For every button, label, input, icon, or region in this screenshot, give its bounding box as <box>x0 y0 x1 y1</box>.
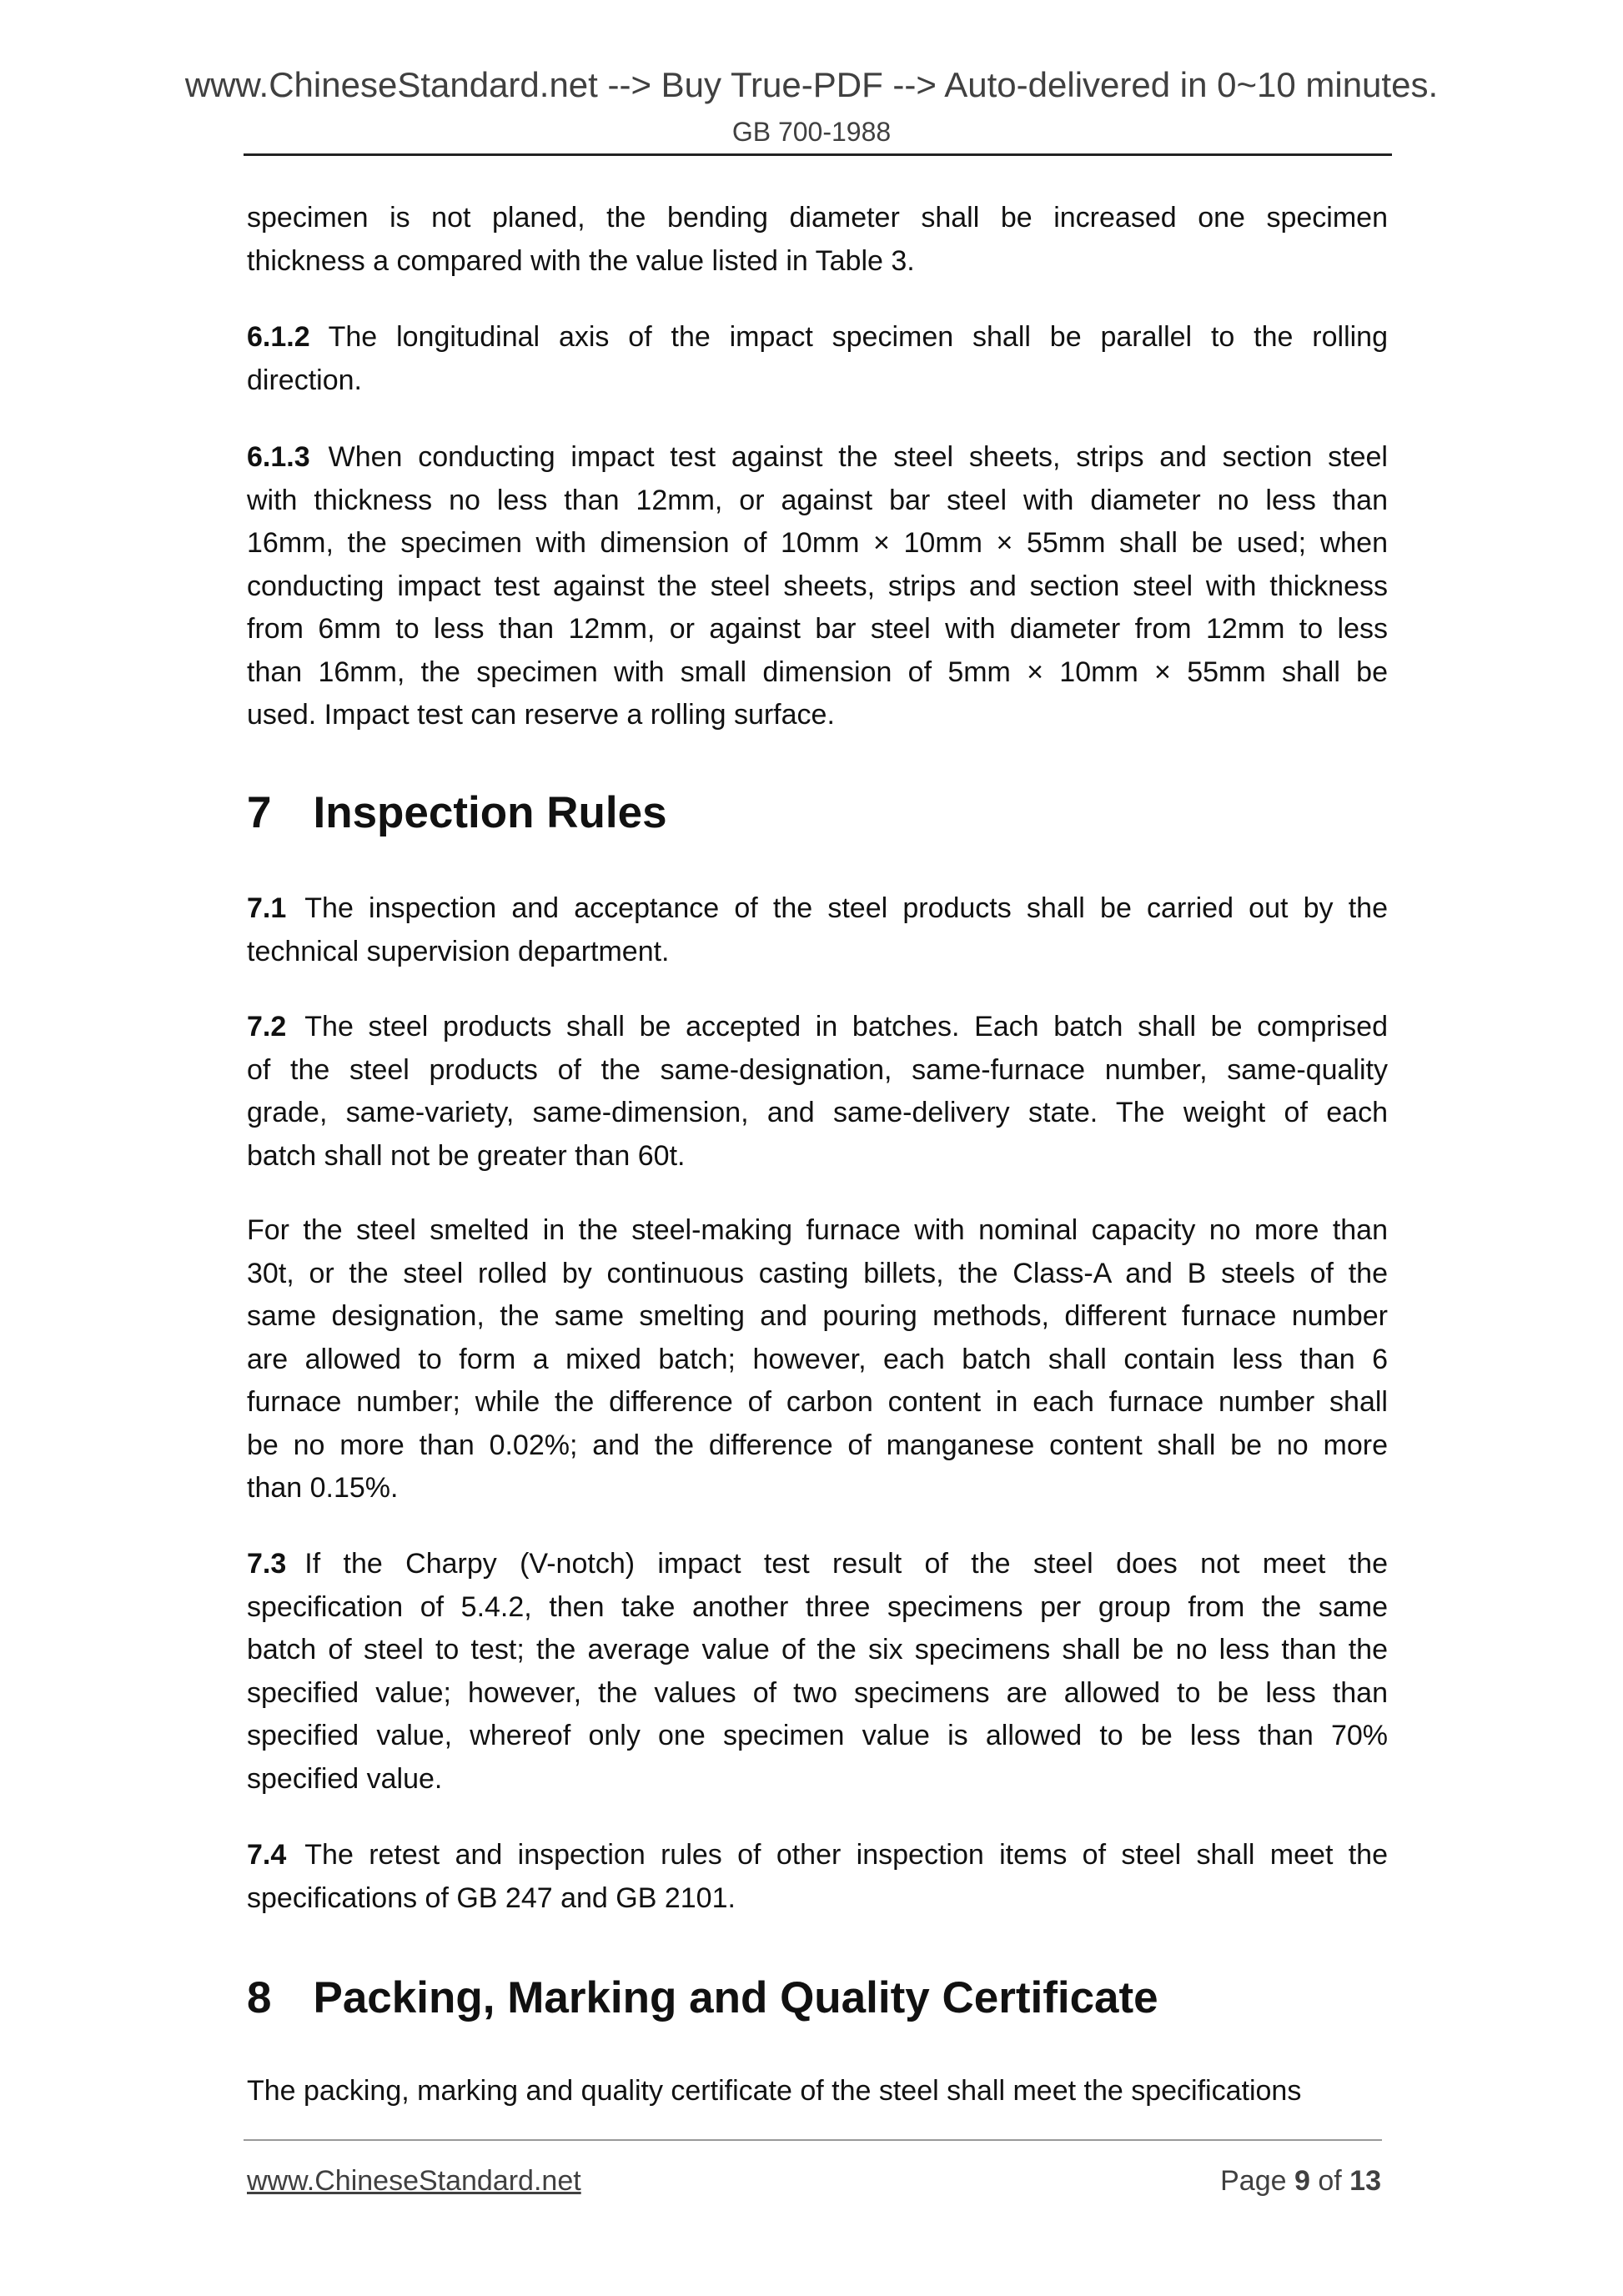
text-line <box>247 316 1388 359</box>
text-line <box>247 1006 1388 1049</box>
page-number: 9 <box>1294 2165 1310 2197</box>
text-line <box>247 1715 1388 1758</box>
page-prefix: Page <box>1220 2165 1287 2197</box>
text-line <box>247 240 1388 284</box>
heading-title: Packing, Marking and Quality Certificate <box>313 1973 1158 2022</box>
text-line <box>247 1253 1388 1296</box>
header-banner: www.ChineseStandard.net --> Buy True-PDF --> Auto-delivered in 0~10 minutes. <box>184 65 1439 104</box>
line-text: The inspection and acceptance of the steel products shall be carried out by the <box>304 892 1388 924</box>
text-line <box>247 1424 1388 1468</box>
heading-title: Inspection Rules <box>313 788 667 837</box>
line-text: specification of 5.4.2, then take another three specimens per group from the same <box>247 1590 1388 1623</box>
clause-7-2 <box>247 1006 1388 1178</box>
line-text: specimen is not planed, the bending diameter shall be increased one specimen <box>247 202 1388 234</box>
text-line <box>247 1467 1388 1510</box>
line-text: thickness a compared with the value listed in Table 3. <box>247 244 915 277</box>
clause-number: 7.1 <box>247 892 287 924</box>
clause-6-1-3 <box>247 436 1388 737</box>
clause-number: 7.3 <box>247 1548 287 1580</box>
text-line <box>247 1339 1388 1382</box>
heading-number: 8 <box>247 1973 272 2022</box>
line-text: than 16mm, the specimen with small dimension of 5mm × 10mm × 55mm shall be <box>247 656 1388 688</box>
line-text: technical supervision department. <box>247 935 670 967</box>
clause-number: 6.1.3 <box>247 441 310 473</box>
paragraph <box>247 2070 1388 2113</box>
text-line <box>247 1209 1388 1253</box>
clause-number: 7.2 <box>247 1011 287 1042</box>
text-line <box>247 694 1388 737</box>
text-line <box>247 565 1388 609</box>
section-heading-8 <box>247 1972 1158 2023</box>
line-text: The packing, marking and quality certificate of the steel shall meet the specifications <box>247 2075 1302 2107</box>
line-text: than 0.15%. <box>247 1472 399 1504</box>
text-line <box>247 359 1388 403</box>
text-line <box>247 1629 1388 1672</box>
line-text: be no more than 0.02%; and the difference of manganese content shall be no more <box>247 1429 1388 1461</box>
clause-7-4 <box>247 1834 1388 1920</box>
text-line <box>247 1877 1388 1921</box>
text-line <box>247 931 1388 974</box>
line-text: batch of steel to test; the average value of the six specimens shall be no less than the <box>247 1634 1388 1665</box>
text-line <box>247 608 1388 651</box>
section-heading-7 <box>247 787 667 838</box>
line-text: direction. <box>247 364 362 396</box>
heading-number: 7 <box>247 788 272 837</box>
page-indicator <box>1220 2165 1381 2198</box>
clause-number: 6.1.2 <box>247 321 310 353</box>
text-line <box>247 1049 1388 1093</box>
line-text: are allowed to form a mixed batch; however, each batch shall contain less than 6 <box>247 1343 1388 1375</box>
footer-website-link[interactable]: www.ChineseStandard.net <box>247 2165 581 2197</box>
line-text: The steel products shall be accepted in batches. Each batch shall be comprised <box>304 1011 1388 1042</box>
text-line <box>247 1758 1388 1801</box>
text-line <box>247 1672 1388 1716</box>
line-text: specified value, whereof only one specimen value is allowed to be less than 70% <box>247 1720 1388 1751</box>
document-id: GB 700-1988 <box>731 117 892 147</box>
line-text: The retest and inspection rules of other inspection items of steel shall meet the <box>304 1839 1388 1871</box>
paragraph <box>247 1209 1388 1510</box>
line-text: 30t, or the steel rolled by continuous casting billets, the Class-A and B steels of the <box>247 1257 1388 1289</box>
paragraph <box>247 197 1388 283</box>
text-line <box>247 2070 1388 2113</box>
text-line <box>247 197 1388 240</box>
text-line <box>247 1834 1388 1877</box>
text-line <box>247 1586 1388 1630</box>
line-text: 16mm, the specimen with dimension of 10mm × 10mm × 55mm shall be used; when <box>247 527 1388 559</box>
clause-7-3 <box>247 1543 1388 1801</box>
line-text: with thickness no less than 12mm, or against bar steel with diameter no less than <box>247 484 1388 516</box>
line-text: of the steel products of the same-designation, same-furnace number, same-quality <box>247 1053 1388 1086</box>
line-text: grade, same-variety, same-dimension, and same-delivery state. The weight of each <box>247 1097 1388 1128</box>
text-line <box>247 1135 1388 1178</box>
text-line <box>247 522 1388 565</box>
text-line <box>247 436 1388 480</box>
text-line <box>247 651 1388 695</box>
text-line <box>247 887 1388 931</box>
line-text: furnace number; while the difference of carbon content in each furnace number shall <box>247 1386 1388 1418</box>
clause-6-1-2 <box>247 316 1388 402</box>
line-text: batch shall not be greater than 60t. <box>247 1139 686 1172</box>
line-text: specified value. <box>247 1762 443 1795</box>
footer-divider <box>244 2139 1382 2141</box>
line-text: conducting impact test against the steel sheets, strips and section steel with thickness <box>247 570 1388 602</box>
page-total: 13 <box>1349 2165 1381 2197</box>
line-text: If the Charpy (V-notch) impact test result of the steel does not meet the <box>304 1548 1388 1580</box>
line-text: specifications of GB 247 and GB 2101. <box>247 1882 736 1914</box>
line-text: from 6mm to less than 12mm, or against bar steel with diameter from 12mm to less <box>247 613 1388 645</box>
page-of: of <box>1318 2165 1342 2197</box>
text-line <box>247 1092 1388 1135</box>
header-divider <box>244 153 1392 156</box>
text-line <box>247 480 1388 523</box>
line-text: same designation, the same smelting and pouring methods, different furnace number <box>247 1300 1388 1332</box>
line-text: used. Impact test can reserve a rolling surface. <box>247 699 835 731</box>
text-line <box>247 1295 1388 1339</box>
text-line <box>247 1381 1388 1424</box>
text-line <box>247 1543 1388 1586</box>
line-text: The longitudinal axis of the impact specimen shall be parallel to the rolling <box>328 321 1388 353</box>
clause-number: 7.4 <box>247 1839 287 1871</box>
line-text: When conducting impact test against the steel sheets, strips and section steel <box>328 441 1388 473</box>
clause-7-1 <box>247 887 1388 973</box>
line-text: For the steel smelted in the steel-making furnace with nominal capacity no more than <box>247 1214 1388 1246</box>
line-text: specified value; however, the values of two specimens are allowed to be less than <box>247 1676 1388 1709</box>
